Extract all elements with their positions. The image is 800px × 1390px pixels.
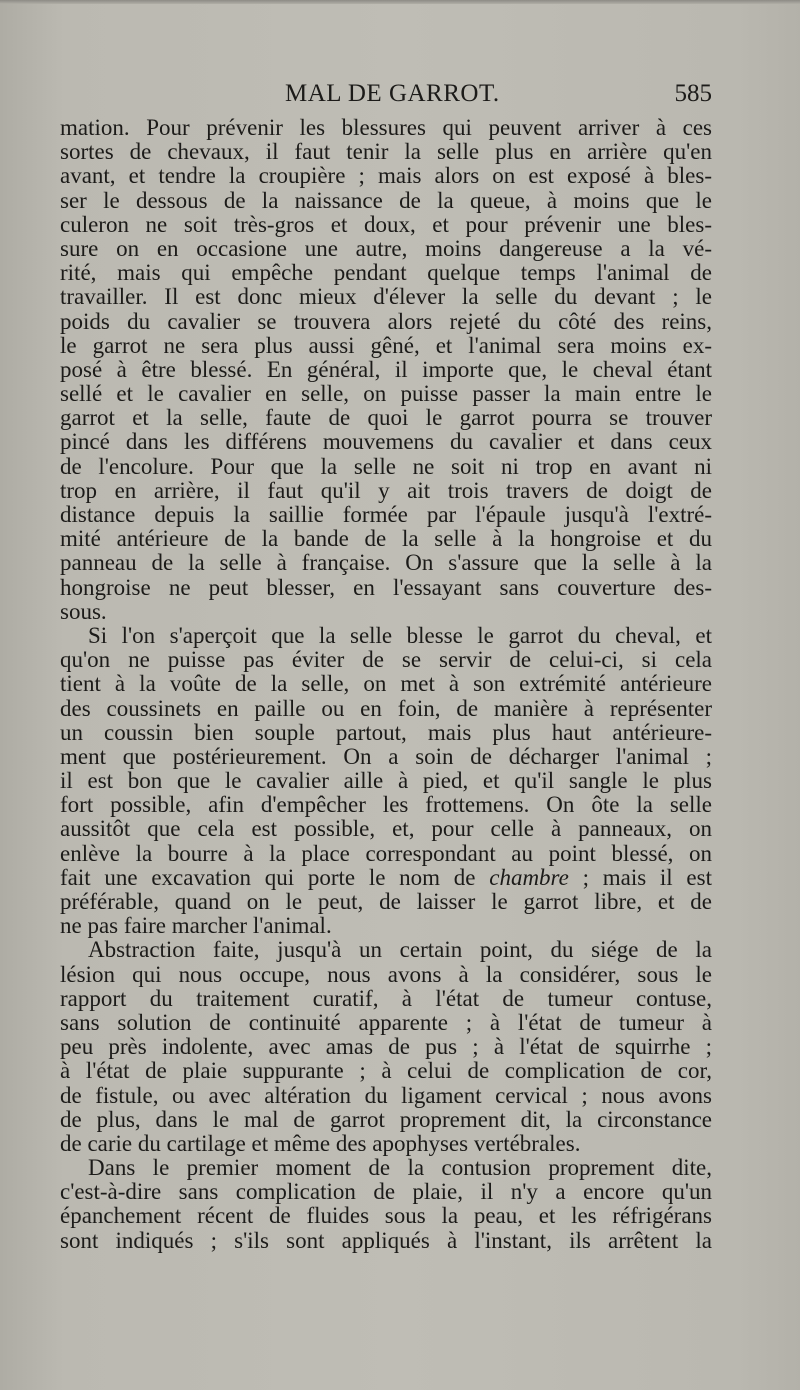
text-line: posé à être blessé. En général, il importe que, le cheval étant (60, 356, 712, 382)
text-line: aussitôt que cela est possible, et, pour celle à panneaux, on (60, 816, 712, 842)
text-line: garrot et la selle, faute de quoi le garrot pourra se trouver (60, 405, 712, 431)
text-line: à l'état de plaie suppurante ; à celui de complication de cor, (60, 1058, 712, 1084)
text-line: sont indiqués ; s'ils sont appliqués à l'instant, ils arrêtent la (60, 1227, 712, 1253)
text-line: des coussinets en paille ou en foin, de manière à représenter (60, 695, 712, 721)
text-line: ser le dessous de la naissance de la queue, à moins que le (60, 187, 712, 213)
text-line: de plus, dans le mal de garrot proprement dit, la circonstance (60, 1106, 712, 1132)
text-line: lésion qui nous occupe, nous avons à la considérer, sous le (60, 961, 712, 987)
text-line: peu près indolente, avec amas de pus ; à l'état de squirrhe ; (60, 1034, 712, 1060)
text-line: sellé et le cavalier en selle, on puisse passer la main entre le (60, 381, 712, 407)
text-line: avant, et tendre la croupière ; mais alors on est exposé à bles- (60, 163, 712, 189)
text-line: culeron ne soit très-gros et doux, et pour prévenir une bles- (60, 211, 712, 237)
text-line: sous. (60, 598, 107, 624)
text-line: épanchement récent de fluides sous la peau, et les réfrigérans (60, 1203, 712, 1229)
text-line: poids du cavalier se trouvera alors rejeté du côté des reins, (60, 308, 712, 334)
text-line: rité, mais qui empêche pendant quelque temps l'animal de (60, 260, 712, 286)
text-line: pincé dans les différens mouvemens du cavalier et dans ceux (60, 429, 712, 455)
page-top-edge (0, 0, 800, 4)
text-line: tient à la voûte de la selle, on met à son extrémité antérieure (60, 671, 712, 697)
text-line: fort possible, afin d'empêcher les frottemens. On ôte la selle (60, 792, 712, 818)
text-line: distance depuis la saillie formée par l'épaule jusqu'à l'extré- (60, 502, 712, 527)
text-line: Abstraction faite, jusqu'à un certain point, du siége de la (88, 937, 712, 963)
text-line-with-italic: fait une excavation qui porte le nom de chambre ; mais il est (60, 864, 712, 890)
text-line: un coussin bien souple partout, mais plus haut antérieure- (60, 719, 712, 745)
text-line: qu'on ne puisse pas éviter de se servir de celui-ci, si cela (60, 647, 712, 673)
text-line: sortes de chevaux, il faut tenir la selle plus en arrière qu'en (60, 139, 712, 165)
body-text (60, 116, 712, 1253)
page-number: 585 (674, 80, 712, 107)
text-line: panneau de la selle à française. On s'assure que la selle à la (60, 550, 712, 576)
text-line: hongroise ne peut blesser, en l'essayant sans couverture des- (60, 574, 712, 600)
text-line: il est bon que le cavalier aille à pied, et qu'il sangle le plus (60, 768, 712, 794)
text-line: Si l'on s'aperçoit que la selle blesse le garrot du cheval, et (88, 622, 712, 648)
text-line: travailler. Il est donc mieux d'élever la selle du devant ; le (60, 284, 712, 310)
text-line: préférable, quand on le peut, de laisser le garrot libre, et de (60, 889, 712, 914)
text-line: de l'encolure. Pour que la selle ne soit ni trop en avant ni (60, 453, 712, 479)
text-line: le garrot ne sera plus aussi gêné, et l'animal sera moins ex- (60, 332, 712, 358)
text-line: mité antérieure de la bande de la selle à la hongroise et du (60, 526, 712, 552)
text-line: Dans le premier moment de la contusion proprement dite, (88, 1155, 712, 1181)
text-line: c'est-à-dire sans complication de plaie, il n'y a encore qu'un (60, 1179, 712, 1205)
running-title: MAL DE GARROT. (285, 80, 500, 107)
text-line: sans solution de continuité apparente ; à l'état de tumeur à (60, 1009, 712, 1035)
text-line: ne pas faire marcher l'animal. (60, 913, 332, 939)
text-line: sure on en occasione une autre, moins dangereuse a la vé- (60, 235, 712, 261)
text-line: de carie du cartilage et même des apophyses vertébrales. (60, 1130, 581, 1156)
text-line: enlève la bourre à la place correspondant au point blessé, on (60, 840, 712, 866)
running-head (0, 80, 800, 110)
text-line: de fistule, ou avec altération du ligament cervical ; nous avons (60, 1082, 712, 1108)
text-line: mation. Pour prévenir les blessures qui peuvent arriver à ces (60, 115, 712, 140)
text-line: trop en arrière, il faut qu'il y ait trois travers de doigt de (60, 477, 712, 503)
italic-term: chambre (489, 864, 569, 890)
text-line: rapport du traitement curatif, à l'état de tumeur contuse, (60, 985, 712, 1011)
text-line: ment que postérieurement. On a soin de décharger l'animal ; (60, 743, 712, 769)
